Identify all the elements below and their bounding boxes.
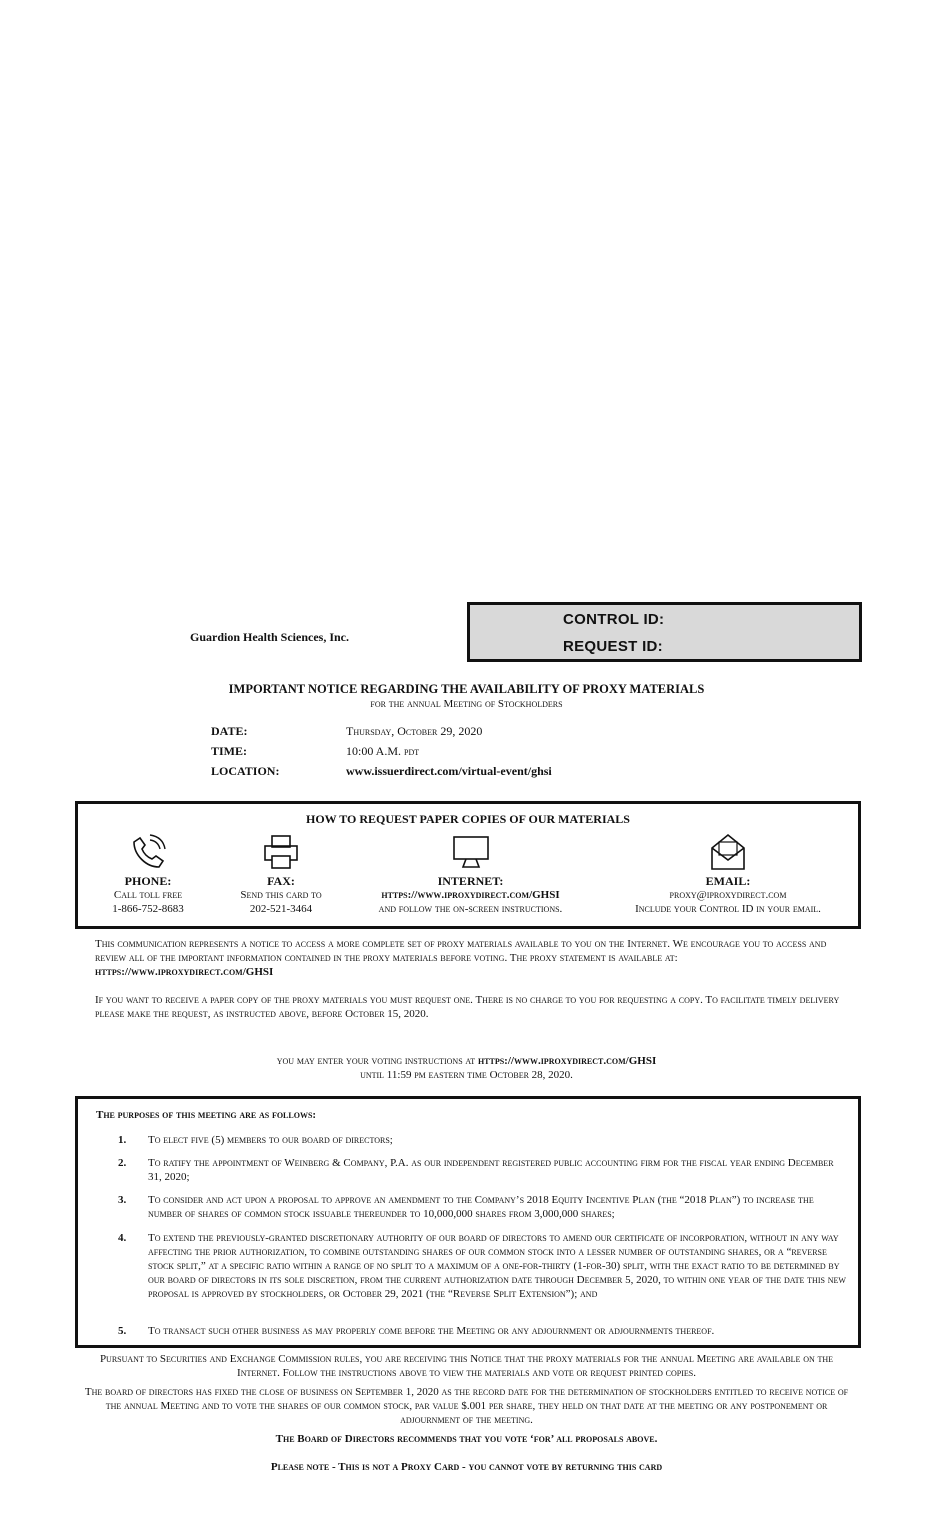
location-label: LOCATION: <box>211 764 280 778</box>
voting-instructions-line <box>0 1054 933 1068</box>
sec-rules-notice: Pursuant to Securities and Exchange Commission rules, you are receiving this Notice that the proxy materials for the annual Meeting are available on the Internet. Follow the instructions above to view the materials and vote or request printed copies. <box>99 1353 834 1379</box>
location-value[interactable]: www.issuerdirect.com/virtual-event/ghsi <box>346 764 552 778</box>
id-box <box>467 602 862 662</box>
email-column <box>608 832 848 916</box>
time-value: 10:00 A.M. pdt <box>346 744 420 758</box>
request-copies-box <box>75 801 861 929</box>
time-label: TIME: <box>211 744 247 758</box>
email-heading: EMAIL: <box>705 874 751 888</box>
purpose-number: 1. <box>118 1134 127 1146</box>
date-label: DATE: <box>211 724 248 738</box>
paper-copy-paragraph: If you want to receive a paper copy of the proxy materials you must request one. There is no charge to you for requesting a copy. To facilitate timely delivery please make the request, as instructed above, before October 15, 2020. <box>95 994 840 1020</box>
fax-heading: FAX: <box>267 874 295 888</box>
request-copies-title: HOW TO REQUEST PAPER COPIES OF OUR MATERIALS <box>306 812 630 826</box>
purpose-text: To ratify the appointment of Weinberg & Company, P.A. as our independent registered public accounting firm for the fiscal year ending December 31, 2020; <box>148 1157 834 1183</box>
notice-title: IMPORTANT NOTICE REGARDING THE AVAILABILITY OF PROXY MATERIALS <box>228 682 705 696</box>
internet-instructions: and follow the on-screen instructions. <box>378 903 563 915</box>
voting-deadline: until 11:59 pm eastern time October 28, 2020. <box>360 1069 573 1081</box>
internet-column <box>353 832 588 916</box>
phone-column <box>93 832 203 916</box>
voting-link[interactable]: https://www.iproxydirect.com/GHSI <box>477 1055 657 1067</box>
access-paragraph <box>95 937 855 979</box>
purposes-box <box>75 1096 861 1348</box>
access-text: This communication represents a notice to access a more complete set of proxy materials available to you on the Internet. We encourage you to access and review all of the important information contained in the proxy materials before voting. The proxy statement is available at: <box>95 938 827 964</box>
internet-heading: INTERNET: <box>437 874 504 888</box>
board-recommendation: The Board of Directors recommends that you vote ‘for’ all proposals above. <box>275 1433 658 1445</box>
company-name: Guardion Health Sciences, Inc. <box>190 630 350 644</box>
request-id-label: REQUEST ID: <box>563 638 663 655</box>
phone-line1: Call toll free <box>113 889 183 901</box>
envelope-icon <box>708 832 748 872</box>
fax-line1: Send this card to <box>240 889 322 901</box>
purpose-number: 4. <box>118 1232 127 1244</box>
voting-prefix: you may enter your voting instructions at <box>276 1055 478 1067</box>
purpose-text: To consider and act upon a proposal to approve an amendment to the Company’s 2018 Equity Incentive Plan (the “2018 Plan”) to increase the number of shares of common stock issuable thereunder to 10,000,000 shares from 3,000,000 shares; <box>148 1194 814 1220</box>
control-id-label: CONTROL ID: <box>563 611 665 628</box>
phone-heading: PHONE: <box>124 874 172 888</box>
notice-subtitle: for the annual Meeting of Stockholders <box>370 698 563 710</box>
proxy-statement-link[interactable]: https://www.iproxydirect.com/GHSI <box>95 966 274 978</box>
email-instructions: Include your Control ID in your email. <box>635 903 821 915</box>
phone-icon <box>128 832 168 872</box>
fax-column <box>221 832 341 916</box>
internet-url[interactable]: https://www.iproxydirect.com/GHSI <box>381 889 560 901</box>
date-value: Thursday, October 29, 2020 <box>346 724 483 738</box>
purpose-number: 3. <box>118 1194 127 1206</box>
purpose-number: 5. <box>118 1325 127 1337</box>
purposes-header: The purposes of this meeting are as follows: <box>96 1109 317 1121</box>
purpose-text: To transact such other business as may properly come before the Meeting or any adjournment or adjournments thereof. <box>148 1325 715 1337</box>
fax-number[interactable]: 202-521-3464 <box>249 903 313 915</box>
record-date-notice: The board of directors has fixed the close of business on September 1, 2020 as the record date for the determination of stockholders entitled to receive notice of the annual Meeting and to vote the shares of our common stock, par value $.001 per share, they held on that date at the meeting or any postponement or adjournment of the meeting. <box>84 1386 849 1426</box>
fax-icon <box>261 832 301 872</box>
monitor-icon <box>451 832 491 872</box>
purpose-number: 2. <box>118 1157 127 1169</box>
not-proxy-card-notice: Please note - This is not a Proxy Card - you cannot vote by returning this card <box>270 1461 663 1473</box>
email-address[interactable]: proxy@iproxydirect.com <box>669 889 787 901</box>
purpose-text: To extend the previously-granted discretionary authority of our board of directors to amend our certificate of incorporation, without in any way affecting the prior authorization, to combine outstanding shares of our common stock into a lesser number of outstanding shares, or a “reverse stock split,” at a specific ratio within a range of no split to a maximum of a one-for-thirty (1-for-30) split, with the exact ratio to be determined by our board of directors in its sole discretion, from the current authorization date through December 5, 2020, to within one year of the date this new proposal is approved by stockholders, or October 29, 2021 (the “Reverse Split Extension”); and <box>148 1232 846 1300</box>
phone-number[interactable]: 1-866-752-8683 <box>112 903 184 915</box>
purpose-text: To elect five (5) members to our board of directors; <box>148 1134 393 1146</box>
